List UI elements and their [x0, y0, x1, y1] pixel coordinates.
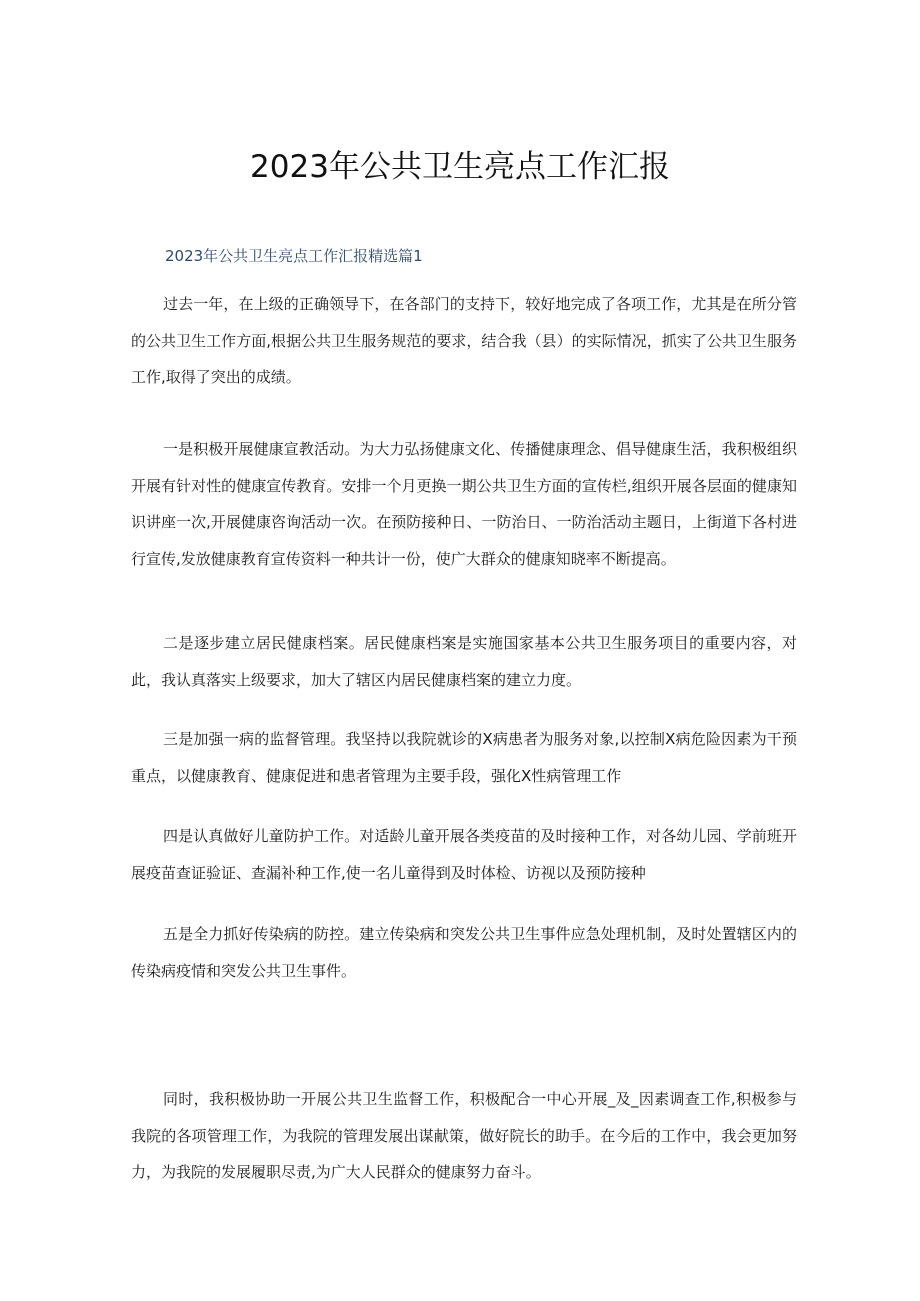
section-heading: 2023年公共卫生亮点工作汇报精选篇1	[165, 247, 423, 265]
document-title: 2023年公共卫生亮点工作汇报	[250, 149, 670, 185]
paragraph-child-protection: 四是认真做好儿童防护工作。对适龄儿童开展各类疫苗的及时接种工作，对各幼儿园、学前班开展疫苗查证验证、查漏补种工作,使一名儿童得到及时体检、访视以及预防接种	[131, 827, 797, 882]
paragraph-intro: 过去一年，在上级的正确领导下，在各部门的支持下，较好地完成了各项工作，尤其是在所分管的公共卫生工作方面,根据公共卫生服务规范的要求，结合我（县）的实际情况，抓实了公共卫生服务工作,取得了突出的成绩。	[131, 295, 797, 386]
paragraph-disease-management: 三是加强一病的监督管理。我坚持以我院就诊的X病患者为服务对象,以控制X病危险因素为干预重点，以健康教育、健康促进和患者管理为主要手段，强化X性病管理工作	[131, 730, 797, 785]
paragraph-health-education: 一是积极开展健康宣教活动。为大力弘扬健康文化、传播健康理念、倡导健康生活，我积极组织开展有针对性的健康宣传教育。安排一个月更换一期公共卫生方面的宣传栏,组织开展各层面的健康知识讲座一次,开展健康咨询活动一次。在预防接种日、一防治日、一防治活动主题日，上街道下各村进行宣传,发放健康教育宣传资料一种共计一份，使广大群众的健康知晓率不断提高。	[131, 440, 797, 568]
paragraph-infectious-disease: 五是全力抓好传染病的防控。建立传染病和突发公共卫生事件应急处理机制，及时处置辖区内的传染病疫情和突发公共卫生事件。	[131, 925, 797, 980]
paragraph-health-records: 二是逐步建立居民健康档案。居民健康档案是实施国家基本公共卫生服务项目的重要内容，对此，我认真落实上级要求，加大了辖区内居民健康档案的建立力度。	[131, 634, 797, 689]
paragraph-conclusion: 同时，我积极协助一开展公共卫生监督工作，积极配合一中心开展_及_因素调查工作,积极参与我院的各项管理工作，为我院的管理发展出谋献策，做好院长的助手。在今后的工作中，我会更加努力，为我院的发展履职尽责,为广大人民群众的健康努力奋斗。	[131, 1090, 797, 1181]
